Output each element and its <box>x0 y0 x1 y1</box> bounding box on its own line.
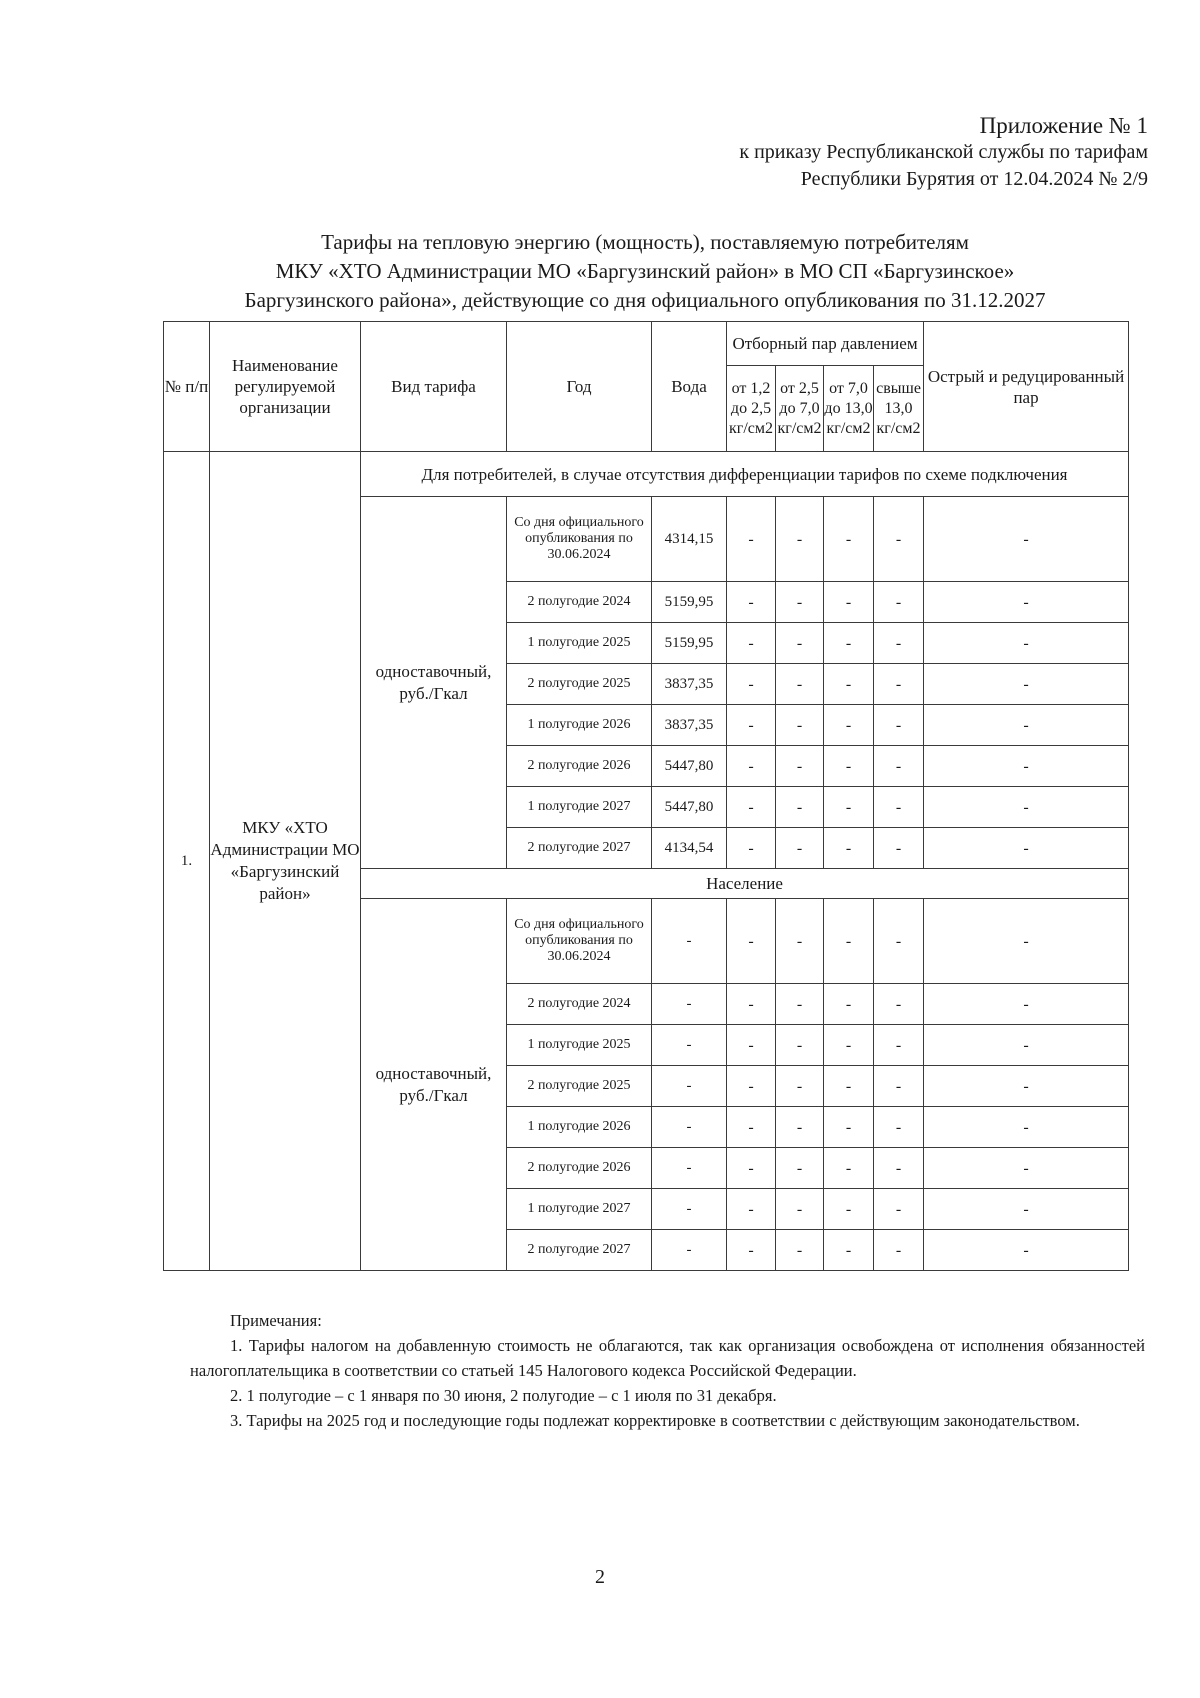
steam-4-value: - <box>874 984 924 1025</box>
sharp-steam-value: - <box>924 746 1129 787</box>
period-cell: 2 полугодие 2027 <box>507 1230 652 1271</box>
steam-2-value: - <box>776 899 824 984</box>
steam-2-value: - <box>776 497 824 582</box>
water-value: 3837,35 <box>652 705 727 746</box>
steam-3-value: - <box>824 623 874 664</box>
steam-1-value: - <box>727 899 776 984</box>
header-number: № п/п <box>164 322 210 452</box>
steam-1-value: - <box>727 1148 776 1189</box>
steam-3-value: - <box>824 1189 874 1230</box>
row-number: 1. <box>164 452 210 1271</box>
steam-1-value: - <box>727 828 776 869</box>
steam-4-value: - <box>874 1148 924 1189</box>
water-value: 5159,95 <box>652 582 727 623</box>
steam-2-value: - <box>776 582 824 623</box>
sharp-steam-value: - <box>924 1148 1129 1189</box>
steam-4-value: - <box>874 1230 924 1271</box>
steam-3-value: - <box>824 664 874 705</box>
steam-1-value: - <box>727 1230 776 1271</box>
tariff-table <box>163 321 1129 1271</box>
steam-4-value: - <box>874 899 924 984</box>
water-value: 4134,54 <box>652 828 727 869</box>
steam-1-value: - <box>727 623 776 664</box>
document-title <box>170 228 1120 315</box>
steam-3-value: - <box>824 787 874 828</box>
water-value: 5447,80 <box>652 746 727 787</box>
appendix-reference <box>739 112 1148 193</box>
page-number: 2 <box>595 1566 605 1588</box>
sharp-steam-value: - <box>924 1107 1129 1148</box>
steam-4-value: - <box>874 497 924 582</box>
steam-4-value: - <box>874 1107 924 1148</box>
period-cell: 1 полугодие 2025 <box>507 1025 652 1066</box>
header-steam-1: от 1,2 до 2,5 кг/см2 <box>727 366 776 452</box>
notes-section <box>190 1308 1145 1433</box>
group-title: Для потребителей, в случае отсутствия дифференциации тарифов по схеме подключения <box>361 452 1129 497</box>
period-cell: 1 полугодие 2025 <box>507 623 652 664</box>
period-cell: 2 полугодие 2025 <box>507 664 652 705</box>
group-header-row <box>164 452 1129 497</box>
sharp-steam-value: - <box>924 1025 1129 1066</box>
appendix-order-date: Республики Бурятия от 12.04.2024 № 2/9 <box>800 168 1148 190</box>
steam-2-value: - <box>776 1066 824 1107</box>
header-tariff-type: Вид тарифа <box>361 322 507 452</box>
period-cell: 2 полугодие 2025 <box>507 1066 652 1107</box>
sharp-steam-value: - <box>924 705 1129 746</box>
steam-3-value: - <box>824 705 874 746</box>
steam-2-value: - <box>776 623 824 664</box>
tariff-type: одноставочный, руб./Гкал <box>361 899 507 1271</box>
steam-2-value: - <box>776 1107 824 1148</box>
steam-4-value: - <box>874 582 924 623</box>
sharp-steam-value: - <box>924 664 1129 705</box>
steam-3-value: - <box>824 582 874 623</box>
note-item: 3. Тарифы на 2025 год и последующие годы подлежат корректировке в соответствии с действующим законодательством. <box>230 1411 1080 1430</box>
period-cell: Со дня официального опубликования по 30.06.2024 <box>507 497 652 582</box>
steam-3-value: - <box>824 1107 874 1148</box>
steam-1-value: - <box>727 1066 776 1107</box>
sharp-steam-value: - <box>924 828 1129 869</box>
header-steam-2: от 2,5 до 7,0 кг/см2 <box>776 366 824 452</box>
water-value: 5447,80 <box>652 787 727 828</box>
steam-2-value: - <box>776 1189 824 1230</box>
sharp-steam-value: - <box>924 582 1129 623</box>
steam-1-value: - <box>727 746 776 787</box>
appendix-order-line: к приказу Республиканской службы по тарифам <box>739 141 1148 163</box>
water-value: 4314,15 <box>652 497 727 582</box>
water-value: - <box>652 1107 727 1148</box>
tariff-type: одноставочный, руб./Гкал <box>361 497 507 869</box>
group-title: Население <box>361 869 1129 899</box>
steam-2-value: - <box>776 1148 824 1189</box>
sharp-steam-value: - <box>924 787 1129 828</box>
appendix-number: Приложение № 1 <box>979 113 1148 138</box>
steam-3-value: - <box>824 497 874 582</box>
steam-3-value: - <box>824 746 874 787</box>
organization-name: МКУ «ХТО Администрации МО «Баргузинский район» <box>210 452 361 1271</box>
water-value: - <box>652 1148 727 1189</box>
period-cell: 2 полугодие 2024 <box>507 582 652 623</box>
period-cell: 2 полугодие 2026 <box>507 746 652 787</box>
header-water: Вода <box>652 322 727 452</box>
steam-4-value: - <box>874 1025 924 1066</box>
steam-4-value: - <box>874 787 924 828</box>
period-cell: 1 полугодие 2026 <box>507 1107 652 1148</box>
sharp-steam-value: - <box>924 899 1129 984</box>
water-value: - <box>652 899 727 984</box>
title-line-2: МКУ «ХТО Администрации МО «Баргузинский район» в МО СП «Баргузинское» <box>275 259 1015 283</box>
note-item: 2. 1 полугодие – с 1 января по 30 июня, 2 полугодие – с 1 июля по 31 декабря. <box>230 1386 777 1405</box>
water-value: - <box>652 1066 727 1107</box>
period-cell: 2 полугодие 2024 <box>507 984 652 1025</box>
steam-4-value: - <box>874 664 924 705</box>
period-cell: 1 полугодие 2026 <box>507 705 652 746</box>
period-cell: 2 полугодие 2027 <box>507 828 652 869</box>
steam-1-value: - <box>727 1189 776 1230</box>
steam-4-value: - <box>874 623 924 664</box>
steam-2-value: - <box>776 984 824 1025</box>
steam-4-value: - <box>874 828 924 869</box>
title-line-1: Тарифы на тепловую энергию (мощность), поставляемую потребителям <box>321 230 969 254</box>
sharp-steam-value: - <box>924 1230 1129 1271</box>
steam-1-value: - <box>727 582 776 623</box>
water-value: 3837,35 <box>652 664 727 705</box>
steam-3-value: - <box>824 1025 874 1066</box>
header-steam-group: Отборный пар давлением <box>727 322 924 366</box>
header-steam-4: свыше 13,0 кг/см2 <box>874 366 924 452</box>
sharp-steam-value: - <box>924 1066 1129 1107</box>
steam-4-value: - <box>874 1066 924 1107</box>
steam-2-value: - <box>776 1230 824 1271</box>
steam-3-value: - <box>824 1148 874 1189</box>
water-value: - <box>652 1189 727 1230</box>
period-cell: 1 полугодие 2027 <box>507 1189 652 1230</box>
steam-3-value: - <box>824 899 874 984</box>
water-value: - <box>652 1025 727 1066</box>
steam-3-value: - <box>824 1230 874 1271</box>
steam-1-value: - <box>727 984 776 1025</box>
steam-4-value: - <box>874 705 924 746</box>
steam-4-value: - <box>874 1189 924 1230</box>
steam-1-value: - <box>727 664 776 705</box>
notes-heading: Примечания: <box>230 1311 322 1330</box>
steam-2-value: - <box>776 787 824 828</box>
steam-2-value: - <box>776 1025 824 1066</box>
steam-4-value: - <box>874 746 924 787</box>
water-value: 5159,95 <box>652 623 727 664</box>
header-sharp-steam: Острый и редуцированный пар <box>924 322 1129 452</box>
period-cell: 1 полугодие 2027 <box>507 787 652 828</box>
sharp-steam-value: - <box>924 497 1129 582</box>
note-item: 1. Тарифы налогом на добавленную стоимость не облагаются, так как организация освобождена от исполнения обязанностей налогоплательщика в соответствии со статьей 145 Налогового кодекса Российской Федерации. <box>190 1336 1145 1380</box>
steam-3-value: - <box>824 828 874 869</box>
steam-1-value: - <box>727 705 776 746</box>
period-cell: Со дня официального опубликования по 30.06.2024 <box>507 899 652 984</box>
steam-1-value: - <box>727 1025 776 1066</box>
title-line-3: Баргузинского района», действующие со дня официального опубликования по 31.12.2027 <box>244 288 1046 312</box>
steam-2-value: - <box>776 828 824 869</box>
steam-1-value: - <box>727 1107 776 1148</box>
header-organization: Наименование регулируемой организации <box>210 322 361 452</box>
water-value: - <box>652 1230 727 1271</box>
tariff-table-body <box>164 452 1129 1271</box>
water-value: - <box>652 984 727 1025</box>
steam-3-value: - <box>824 1066 874 1107</box>
sharp-steam-value: - <box>924 1189 1129 1230</box>
header-steam-3: от 7,0 до 13,0 кг/см2 <box>824 366 874 452</box>
steam-1-value: - <box>727 787 776 828</box>
sharp-steam-value: - <box>924 623 1129 664</box>
steam-2-value: - <box>776 664 824 705</box>
steam-3-value: - <box>824 984 874 1025</box>
sharp-steam-value: - <box>924 984 1129 1025</box>
period-cell: 2 полугодие 2026 <box>507 1148 652 1189</box>
steam-1-value: - <box>727 497 776 582</box>
steam-2-value: - <box>776 746 824 787</box>
steam-2-value: - <box>776 705 824 746</box>
header-year: Год <box>507 322 652 452</box>
